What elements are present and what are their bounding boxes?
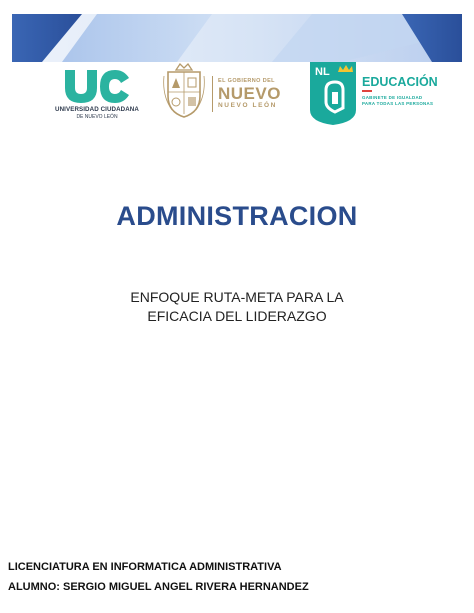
gobierno-nuevo-leon-logo bbox=[162, 62, 290, 120]
coat-of-arms-icon bbox=[162, 62, 206, 120]
career-label: LICENCIATURA EN INFORMATICA ADMINISTRATIVA bbox=[8, 561, 282, 573]
logo-divider bbox=[212, 76, 213, 112]
subtitle-line-2: EFICACIA DEL LIDERAZGO bbox=[147, 308, 327, 324]
svg-text:NL: NL bbox=[315, 66, 330, 78]
uc-mark-icon bbox=[62, 68, 132, 104]
uc-logo-line1: UNIVERSIDAD CIUDADANA bbox=[55, 106, 139, 113]
gobierno-subtext: NUEVO LEÓN bbox=[218, 102, 277, 109]
gobierno-small-text: EL GOBIERNO DEL bbox=[218, 78, 275, 84]
educacion-subtitle-line1: GABINETE DE IGUALDAD bbox=[362, 95, 423, 100]
header-banner bbox=[12, 14, 462, 62]
educacion-accent-line bbox=[362, 90, 372, 92]
uc-logo bbox=[52, 68, 142, 122]
educacion-title: EDUCACIÓN bbox=[362, 75, 438, 89]
gobierno-big-text: NUEVO bbox=[218, 84, 281, 103]
uc-logo-line2: DE NUEVO LEÓN bbox=[76, 114, 118, 120]
document-subtitle bbox=[0, 288, 474, 326]
nl-educacion-logo bbox=[308, 60, 448, 126]
educacion-subtitle-line2: PARA TODAS LAS PERSONAS bbox=[362, 101, 434, 106]
student-label: ALUMNO: SERGIO MIGUEL ANGEL RIVERA HERNANDEZ bbox=[8, 581, 309, 593]
nl-badge-icon bbox=[308, 60, 358, 126]
subtitle-line-1: ENFOQUE RUTA-META PARA LA bbox=[130, 289, 344, 305]
document-title: ADMINISTRACION bbox=[116, 201, 358, 231]
